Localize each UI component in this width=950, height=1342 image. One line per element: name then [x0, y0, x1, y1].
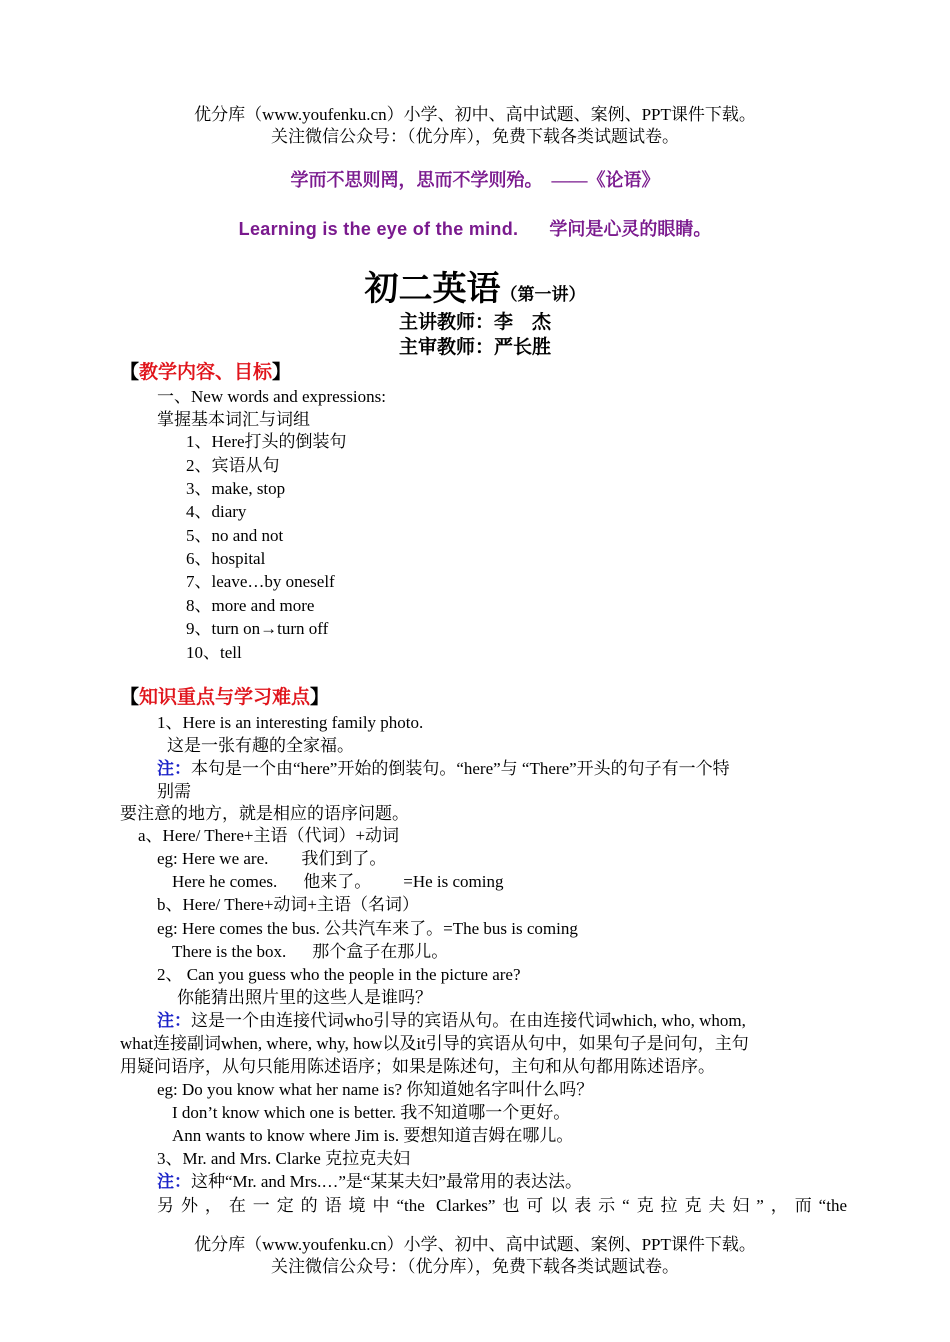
title-lecture: （第一讲） [500, 285, 586, 304]
example-en: There is the box. [172, 942, 287, 961]
example-en: Here he comes. [172, 872, 278, 891]
goal-item: 2、宾语从句 [186, 456, 280, 475]
point2-example-1: eg: Do you know what her name is? 你知道她名字叫什么吗？ [157, 1080, 594, 1099]
bracket-open: 【 [120, 687, 140, 708]
goal-item: 1、Here打头的倒装句 [186, 432, 347, 451]
point2-note-cont2: 用疑问语序，从句只能用陈述语序；如果是陈述句，主句和从句都用陈述语序。 [120, 1057, 715, 1076]
bracket-open: 【 [120, 362, 140, 383]
note-text: 这是一个由连接代词who引导的宾语从句。在由连接代词which, who, whom, [191, 1011, 746, 1030]
note-label: 注： [157, 1011, 191, 1030]
lead-teacher: 主讲教师：李 杰 [398, 312, 551, 333]
header-line-1: 优分库（www.youfenku.cn）小学、初中、高中试题、案例、PPT课件下载。 [194, 105, 756, 124]
goal-item: 9、turn on→turn off [186, 619, 329, 638]
point1-note-cont2: 要注意的地方，就是相应的语序问题。 [120, 804, 409, 823]
note-text: 本句是一个由“here”开始的倒装句。“here”与 “There”开头的句子有一个特 [191, 759, 730, 778]
point1-translation: 这是一张有趣的全家福。 [167, 736, 354, 755]
point3-sentence: 3、Mr. and Mrs. Clarke 克拉克夫妇 [157, 1149, 411, 1168]
example-cn: 他来了。 [303, 872, 372, 891]
note-label: 注： [157, 759, 191, 778]
goal-item: 8、more and more [186, 596, 315, 615]
section1-intro: 一、New words and expressions: [157, 387, 386, 406]
footer-line-2: 关注微信公众号：（优分库），免费下载各类试题试卷。 [271, 1257, 679, 1276]
section-title-goals: 教学内容、目标 [139, 362, 273, 383]
motto-english: Learning is the eye of the mind. [238, 219, 519, 239]
goal-item: 5、no and not [186, 526, 284, 545]
rule-b-example-1: eg: Here comes the bus. 公共汽车来了。=The bus is coming [157, 919, 578, 938]
goal-item: 6、hospital [186, 549, 266, 568]
point2-translation: 你能猜出照片里的这些人是谁吗？ [177, 988, 432, 1007]
point3-note [157, 1171, 582, 1193]
point1-note-cont: 别需 [157, 782, 191, 801]
section-heading-goals [120, 362, 291, 384]
bracket-close: 】 [272, 362, 292, 383]
point1-note [157, 758, 730, 780]
point2-sentence: 2、 Can you guess who the people in the picture are? [157, 965, 521, 984]
note-label: 注： [157, 1172, 191, 1191]
example-en: eg: Here we are. [157, 849, 269, 868]
point2-note [157, 1010, 746, 1032]
section-heading-key-points [120, 687, 329, 709]
point1-sentence: 1、Here is an interesting family photo. [157, 713, 424, 732]
footer-line-1: 优分库（www.youfenku.cn）小学、初中、高中试题、案例、PPT课件下载。 [194, 1235, 756, 1254]
goal-item: 7、leave…by oneself [186, 572, 335, 591]
point2-example-2: I don’t know which one is better. 我不知道哪一个更好。 [172, 1103, 571, 1122]
title-main: 初二英语 [364, 271, 501, 308]
point2-note-cont: what连接副词when, where, why, how以及it引导的宾语从句中，如果句子是问句，主句 [120, 1034, 749, 1053]
header-line-2: 关注微信公众号：（优分库），免费下载各类试题试卷。 [271, 127, 679, 146]
rule-a-example-1 [157, 848, 386, 870]
bracket-close: 】 [310, 687, 330, 708]
rule-b-example-2 [172, 941, 448, 963]
page-title [0, 270, 950, 315]
review-teacher: 主审教师：严长胜 [398, 337, 551, 358]
example-eq: =He is coming [403, 872, 504, 891]
motto-english-translation: 学问是心灵的眼睛。 [549, 219, 712, 239]
goal-item: 3、make, stop [186, 479, 286, 498]
rule-a-example-2 [172, 871, 504, 893]
section1-goal: 掌握基本词汇与词组 [157, 410, 310, 429]
rule-b: b、Here/ There+动词+主语（名词） [157, 895, 420, 914]
motto-chinese: 学而不思则罔，思而不学则殆。 ——《论语》 [290, 170, 660, 190]
example-cn: 那个盒子在那儿。 [312, 942, 449, 961]
goal-item: 4、diary [186, 502, 247, 521]
goal-item: 10、tell [186, 643, 242, 662]
point2-example-3: Ann wants to know where Jim is. 要想知道吉姆在哪儿。 [172, 1126, 574, 1145]
section-title-key-points: 知识重点与学习难点 [139, 687, 311, 708]
motto-english-line [0, 218, 950, 240]
rule-a: a、Here/ There+主语（代词）+动词 [138, 826, 400, 845]
point3-note-cont: 另外，在一定的语境中“the Clarkes”也可以表示“克拉克夫妇”，而“the [157, 1196, 847, 1215]
note-text: 这种“Mr. and Mrs.…”是“某某夫妇”最常用的表达法。 [191, 1172, 582, 1191]
example-cn: 我们到了。 [301, 849, 387, 868]
